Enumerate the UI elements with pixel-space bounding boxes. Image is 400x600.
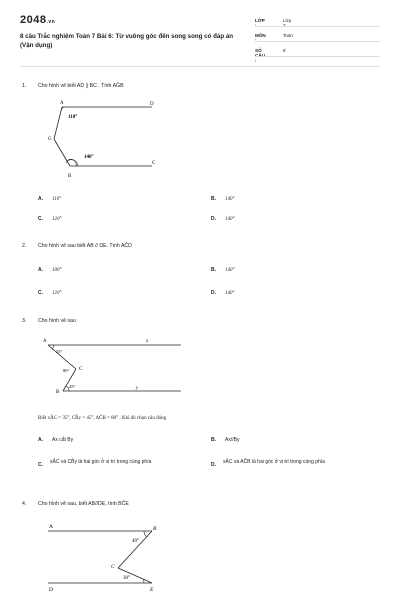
header-divider — [20, 66, 380, 67]
option-letter: D. — [211, 462, 216, 468]
meta-key: SỐ CÂU : — [255, 48, 265, 63]
option-d[interactable] — [211, 458, 381, 480]
point-label: A — [60, 101, 64, 106]
question-number: 1. — [22, 83, 27, 89]
question-text: Cho hình vẽ sau — [38, 318, 76, 324]
point-label: B — [153, 526, 157, 532]
option-letter: C. — [38, 290, 43, 296]
angle-label: 30° — [123, 576, 130, 581]
angle-label: 45° — [69, 384, 76, 389]
point-label: C — [152, 161, 156, 166]
meta-value: 8 — [283, 48, 286, 53]
option-letter: D. — [211, 216, 216, 222]
option-letter: B. — [211, 437, 216, 443]
option-b[interactable] — [211, 437, 239, 443]
question-number: 4. — [22, 501, 27, 507]
option-text: 100° — [52, 268, 62, 273]
question-text: Cho hình vẽ sau biết AB // DE. Tính AĈD — [38, 243, 132, 249]
option-letter: C. — [38, 462, 43, 468]
point-label: C — [79, 367, 83, 372]
option-a[interactable] — [38, 196, 61, 202]
option-b[interactable] — [211, 267, 235, 273]
figure-question-3 — [36, 334, 186, 396]
statement-text: Biết xÂC = 35°, CB̂y = 45°, AĈB = 80° . Khi đó chọn câu đúng — [38, 416, 167, 421]
option-text: 140° — [225, 197, 235, 202]
point-label: D — [49, 587, 53, 593]
question-3-statement — [38, 415, 166, 421]
point-label: y — [136, 386, 139, 391]
option-letter: B. — [211, 196, 216, 202]
document-header — [0, 0, 400, 66]
question-number: 3. — [22, 318, 27, 324]
option-d[interactable] — [211, 290, 235, 296]
angle-label: 40° — [132, 539, 139, 544]
option-letter: B. — [211, 267, 216, 273]
option-a[interactable] — [38, 267, 62, 273]
option-letter: D. — [211, 290, 216, 296]
option-text: Ax//By — [225, 437, 240, 443]
option-c[interactable] — [38, 290, 62, 296]
point-label: B — [68, 174, 72, 179]
angle-label: 140° — [84, 155, 94, 160]
option-letter: C. — [38, 216, 43, 222]
option-d[interactable] — [211, 216, 235, 222]
option-text: 120° — [52, 291, 62, 296]
option-text: 140° — [225, 291, 235, 296]
point-label: B — [56, 390, 60, 395]
angle-label: 80° — [63, 368, 70, 373]
question-text: Cho hình vẽ biết AD ∥ BC . Tính AĜB — [38, 83, 124, 89]
option-a[interactable] — [38, 437, 73, 443]
angle-label: 35° — [56, 349, 63, 354]
option-text: 140° — [225, 217, 235, 222]
option-text: 110° — [52, 197, 62, 202]
option-letter: A. — [38, 196, 43, 202]
point-label: A — [49, 524, 53, 530]
meta-key: MÔN : — [255, 33, 266, 43]
meta-value: Toán — [283, 33, 293, 38]
option-text: 140° — [225, 268, 235, 273]
angle-label: 110° — [68, 115, 78, 120]
option-letter: A. — [38, 267, 43, 273]
question-number: 2. — [22, 243, 27, 249]
figure-question-4 — [40, 518, 170, 594]
option-text: 120° — [52, 217, 62, 222]
option-text: xÂC và AĈB là hai góc ở vị trí trong cùng phía — [223, 459, 325, 465]
point-label: D — [150, 102, 154, 107]
option-c[interactable] — [38, 458, 208, 480]
figure-question-1 — [40, 98, 170, 180]
point-label: A — [43, 339, 47, 344]
meta-value: Lớp 7 — [283, 18, 292, 28]
logo-suffix: .vn — [46, 19, 56, 25]
point-label: G — [48, 137, 52, 142]
option-text: xÂC và CB̂y là hai góc ở vị trí trong cùng phía — [50, 459, 152, 465]
point-label: C — [111, 564, 115, 570]
question-text: Cho hình vẽ sau, biết AB//DE, tính BĈE — [38, 501, 129, 507]
option-letter: A. — [38, 437, 43, 443]
document-title: 8 câu Trắc nghiệm Toán 7 Bài 6: Từ vuông góc đến song song có đáp án (Vận dụng) — [20, 33, 234, 49]
option-c[interactable] — [38, 216, 62, 222]
option-text: Ax cắt By — [52, 437, 74, 443]
meta-key: LỚP : — [255, 18, 265, 28]
point-label: E — [150, 587, 154, 593]
logo-main: 2048 — [20, 14, 47, 26]
site-logo[interactable] — [20, 14, 55, 26]
point-label: x — [146, 339, 149, 344]
option-b[interactable] — [211, 196, 235, 202]
